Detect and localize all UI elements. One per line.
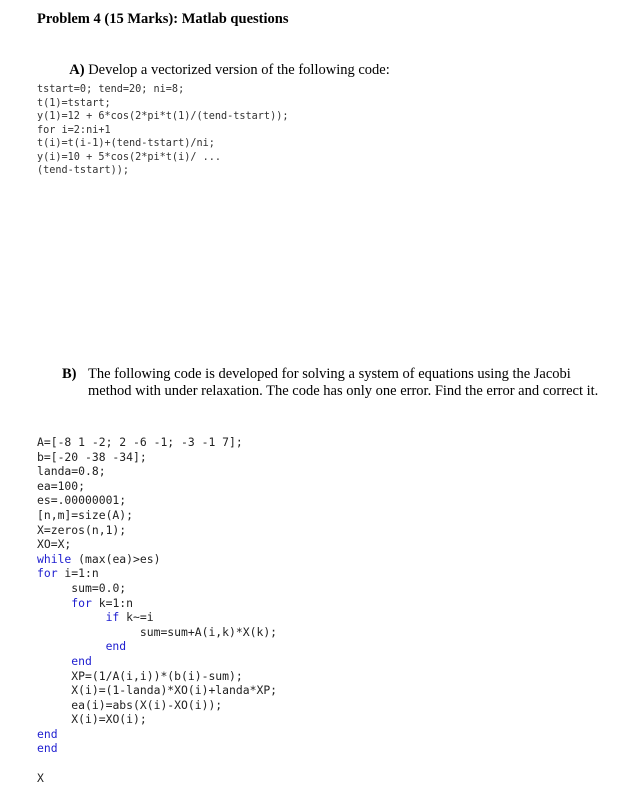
code-line: [37, 741, 277, 756]
code-text: A=[-8 1 -2; 2 -6 -1; -3 -1 7];: [37, 435, 243, 449]
code-line: [37, 771, 277, 786]
code-keyword: end: [37, 726, 58, 741]
code-text: k~=i: [119, 610, 154, 625]
code-line: [37, 654, 277, 669]
code-line: [37, 610, 277, 625]
code-line: [37, 683, 277, 698]
code-text: ea=100;: [37, 478, 86, 493]
code-text: X(i)=XO(i);: [71, 712, 147, 727]
part-b-code-block: [37, 435, 277, 785]
part-a-text: Develop a vectorized version of the following code:: [88, 62, 390, 78]
code-line: [37, 523, 277, 538]
code-text: sum=0.0;: [71, 580, 127, 595]
code-text: X(i)=(1-landa)*XO(i)+landa*XP;: [71, 683, 278, 698]
code-line: t(i)=t(i-1)+(tend-tstart)/ni;: [37, 138, 215, 149]
code-keyword: end: [37, 741, 58, 756]
code-text: b=[-20 -38 -34];: [37, 449, 147, 464]
part-b-text-line-2: method with under relaxation. The code has only one error. Find the error and correct it.: [88, 383, 599, 399]
part-b-text: [88, 366, 598, 400]
code-line: [37, 596, 277, 611]
code-line: [37, 698, 277, 713]
code-line: y(1)=12 + 6*cos(2*pi*t(1)/(tend-tstart));: [37, 111, 289, 122]
code-line: [37, 552, 277, 567]
code-text: ea(i)=abs(X(i)-XO(i));: [71, 697, 223, 712]
part-b-label: B): [62, 366, 77, 382]
code-text: X=zeros(n,1);: [37, 522, 127, 537]
code-line: [37, 625, 277, 640]
code-text: es=.00000001;: [37, 493, 127, 508]
code-line: [37, 639, 277, 654]
code-text: sum=sum+A(i,k)*X(k);: [139, 624, 278, 639]
code-text: XP=(1/A(i,i))*(b(i)-sum);: [71, 668, 243, 683]
part-a-label: A): [69, 62, 85, 78]
code-line: [37, 464, 277, 479]
part-a-code-block: [37, 83, 288, 178]
code-keyword: if: [105, 610, 120, 625]
code-keyword: while: [37, 551, 72, 566]
code-line: [37, 581, 277, 596]
part-a-heading: [62, 45, 390, 79]
code-line: [37, 479, 277, 494]
code-line: [37, 669, 277, 684]
code-text: (max(ea)>es): [71, 551, 161, 566]
code-keyword: end: [71, 653, 92, 668]
code-line: [37, 435, 277, 450]
code-text: i=1:n: [57, 566, 99, 581]
part-b-text-line-1: The following code is developed for solving a system of equations using the Jacobi: [88, 366, 571, 382]
code-keyword: end: [105, 639, 127, 654]
code-line: [37, 537, 277, 552]
code-line: y(i)=10 + 5*cos(2*pi*t(i)/ ...: [37, 151, 222, 163]
code-text: X: [37, 770, 44, 785]
code-keyword: for: [71, 595, 92, 610]
code-text: landa=0.8;: [37, 464, 106, 479]
code-line: for i=2:ni+1: [37, 124, 111, 136]
code-text: [n,m]=size(A);: [37, 507, 134, 522]
problem-title: Problem 4 (15 Marks): Matlab questions: [37, 11, 289, 27]
code-line: [37, 508, 277, 523]
code-line: tstart=0; tend=20; ni=8;: [37, 84, 185, 95]
code-line: [37, 566, 277, 581]
code-line: [37, 756, 277, 771]
code-line: [37, 712, 277, 727]
code-line: [37, 450, 277, 465]
code-line: [37, 727, 277, 742]
code-line: t(1)=tstart;: [37, 97, 111, 109]
code-line: [37, 493, 277, 508]
code-keyword: for: [37, 566, 58, 581]
code-text: k=1:n: [91, 595, 134, 610]
code-text: XO=X;: [37, 537, 72, 552]
code-line: (tend-tstart));: [37, 165, 130, 176]
